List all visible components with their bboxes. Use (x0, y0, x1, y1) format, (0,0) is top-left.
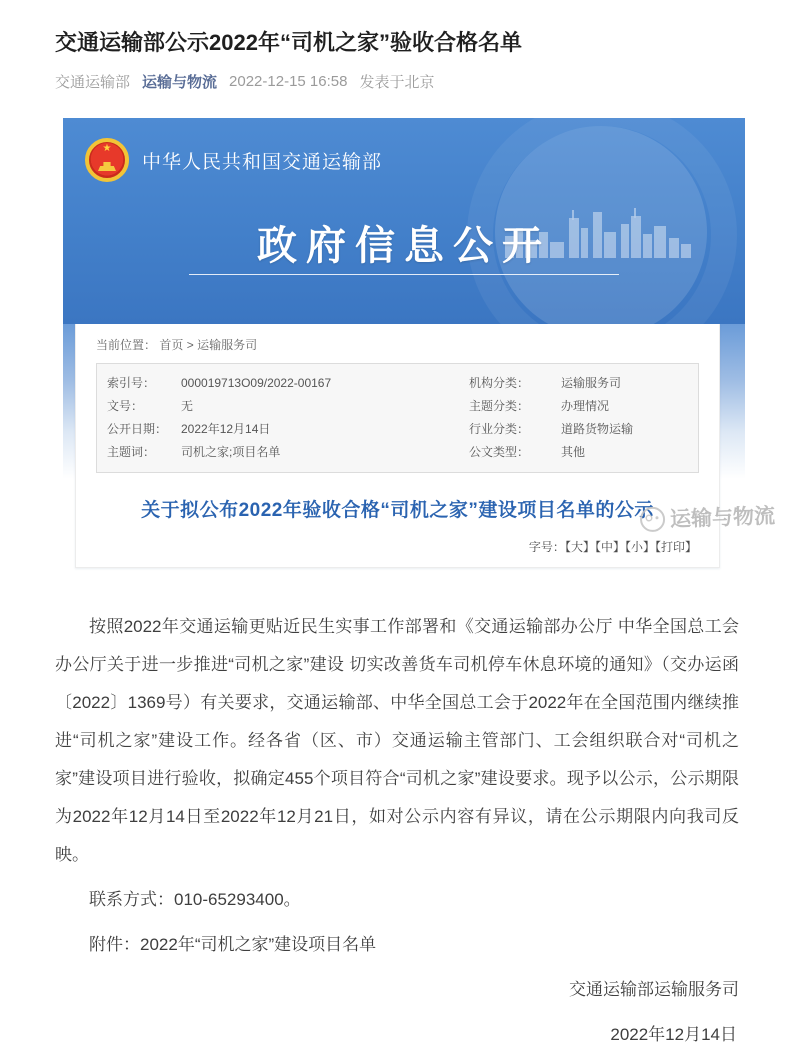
info-label: 文号： (107, 399, 144, 413)
table-row (107, 441, 698, 464)
article-meta (55, 71, 739, 92)
breadcrumb-separator: > (186, 338, 194, 352)
article-body (55, 608, 739, 1054)
font-small-button[interactable]: 【小】 (624, 540, 655, 554)
font-size-label: 字号： (528, 540, 565, 554)
info-value: 道路货物运输 (561, 422, 634, 436)
info-label: 机构分类： (469, 376, 530, 390)
print-button[interactable]: 【打印】 (654, 540, 697, 554)
article-title: 交通运输部公示2022年“司机之家”验收合格名单 (55, 30, 522, 55)
account-watermark (640, 500, 776, 535)
watermark-logo-icon (640, 506, 666, 532)
banner-headline: 政府信息公开 (257, 224, 551, 268)
info-value: 其他 (561, 445, 586, 459)
breadcrumb-home-link[interactable]: 首页 (159, 338, 184, 352)
table-row (107, 395, 698, 418)
gov-content-box (75, 324, 720, 568)
breadcrumb (96, 324, 699, 363)
font-large-button[interactable]: 【大】 (564, 540, 595, 554)
ministry-name: 中华人民共和国交通运输部 (142, 151, 383, 173)
document-title: 关于拟公布2022年验收合格“司机之家”建设项目名单的公示 (141, 500, 654, 521)
publish-datetime: 2022-12-15 16:58 (229, 73, 348, 90)
table-row (107, 418, 698, 441)
watermark-text: 运输与物流 (669, 504, 776, 532)
signature-date: 2022年12月14日 (610, 1025, 737, 1044)
account-link[interactable]: 运输与物流 (142, 74, 218, 91)
info-value: 办理情况 (561, 399, 610, 413)
government-banner-card (63, 118, 776, 582)
banner-header (63, 118, 745, 324)
breadcrumb-label: 当前位置： (96, 338, 157, 352)
info-label: 公开日期： (107, 422, 168, 436)
info-value: 无 (181, 399, 194, 413)
national-emblem-icon: ★ (85, 138, 129, 182)
info-label: 索引号： (107, 376, 156, 390)
attachment-line: 附件：2022年“司机之家”建设项目名单 (89, 935, 377, 954)
body-paragraph: 按照2022年交通运输更贴近民生实事工作部署和《交通运输部办公厅 中华全国总工会办公厅关于进一步推进“司机之家”建设 切实改善货车司机停车休息环境的通知》（交办运函〔2022〕1369号）有关要求，交通运输部、中华全国总工会于2022年在全国范围内继续推进“司机之家”建设工作。经各省（区、市）交通运输主管部门、工会组织联合对“司机之家”建设项目进行验收，拟确定455个项目符合“司机之家”建设要求。现予以公示，公示期限为2022年12月14日至2022年12月21日，如对公示内容有异议，请在公示期限内向我司反映。 (55, 617, 739, 864)
wechat-article-page (0, 28, 794, 1054)
gov-page-section (63, 324, 745, 582)
contact-line: 联系方式：010-65293400。 (89, 890, 301, 909)
document-info-table (96, 363, 699, 473)
headline-underline (189, 274, 619, 275)
info-label: 主题词： (107, 445, 156, 459)
font-size-toolbar (96, 538, 699, 555)
info-label: 公文类型： (469, 445, 530, 459)
font-medium-button[interactable]: 【中】 (594, 540, 625, 554)
info-value: 000019713O09/2022-00167 (181, 376, 332, 390)
publish-location: 发表于北京 (359, 74, 435, 91)
breadcrumb-section-link[interactable]: 运输服务司 (197, 338, 258, 352)
info-label: 行业分类： (469, 422, 530, 436)
author-name: 交通运输部 (55, 74, 131, 91)
info-label: 主题分类： (469, 399, 530, 413)
signature-department: 交通运输部运输服务司 (569, 980, 739, 999)
info-value: 司机之家;项目名单 (181, 445, 281, 459)
info-value: 运输服务司 (561, 376, 622, 390)
table-row (107, 372, 698, 395)
ministry-logo-row (85, 138, 382, 182)
info-value: 2022年12月14日 (181, 422, 271, 436)
